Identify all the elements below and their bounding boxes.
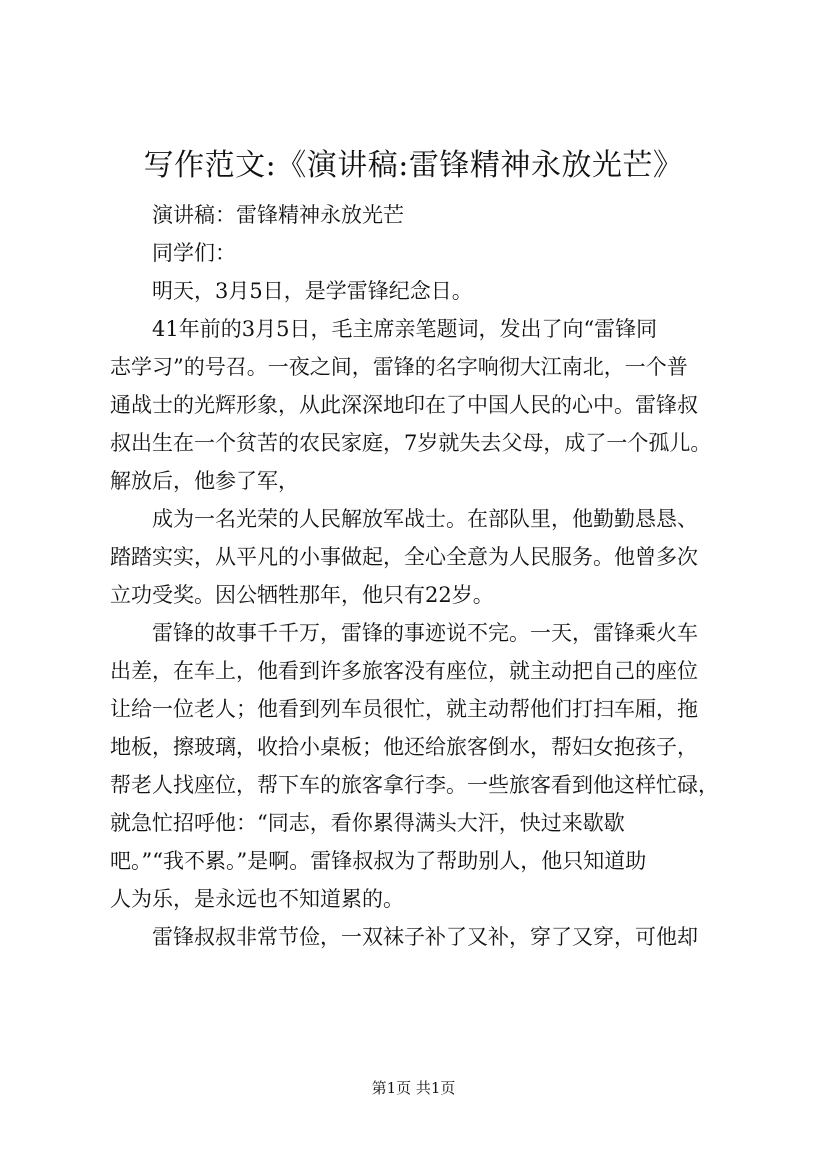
body-line: 志学习”的号召。一夜之间，雷锋的名字响彻大江南北，一个普 [110,355,688,379]
body-line: 41年前的3月5日，毛主席亲笔题词，发出了向“雷锋同 [152,317,658,341]
body-line: 明天，3月5日，是学雷锋纪念日。 [152,279,473,303]
body-line: 地板，擦玻璃，收拾小桌板；他还给旅客倒水，帮妇女抱孩子， [110,735,698,759]
body-line: 雷锋的故事千千万，雷锋的事迹说不完。一天，雷锋乘火车 [152,621,698,645]
body-line: 通战士的光辉形象，从此深深地印在了中国人民的心中。雷锋叔 [110,393,698,417]
body-line: 帮老人找座位，帮下车的旅客拿行李。一些旅客看到他这样忙碌， [110,773,719,797]
document-title: 写作范文:《演讲稿:雷锋精神永放光芒》 [143,148,684,183]
body-line: 吧。”“我不累。”是啊。雷锋叔叔为了帮助别人，他只知道助 [110,849,647,873]
body-line: 踏踏实实，从平凡的小事做起，全心全意为人民服务。他曾多次 [110,545,698,569]
body-line: 立功受奖。因公牺牲那年，他只有22岁。 [110,583,494,607]
document-body [110,196,717,956]
body-line: 就急忙招呼他：“同志，看你累得满头大汗，快过来歇歇 [110,811,625,835]
body-line: 叔出生在一个贫苦的农民家庭，7岁就失去父母，成了一个孤儿。 [110,431,712,455]
body-line: 解放后，他参了军， [110,469,299,493]
body-line: 人为乐，是永远也不知道累的。 [110,887,404,911]
body-line: 让给一位老人；他看到列车员很忙，就主动帮他们打扫车厢，拖 [110,697,698,721]
body-line: 成为一名光荣的人民解放军战士。在部队里，他勤勤恳恳、 [152,507,698,531]
body-line: 雷锋叔叔非常节俭，一双袜子补了又补，穿了又穿，可他却 [152,925,698,949]
body-line: 出差，在车上，他看到许多旅客没有座位，就主动把自己的座位 [110,659,698,683]
body-line: 同学们： [152,241,236,265]
page-number-footer: 第1页 共1页 [371,1079,456,1097]
body-line: 演讲稿：雷锋精神永放光芒 [152,203,404,227]
